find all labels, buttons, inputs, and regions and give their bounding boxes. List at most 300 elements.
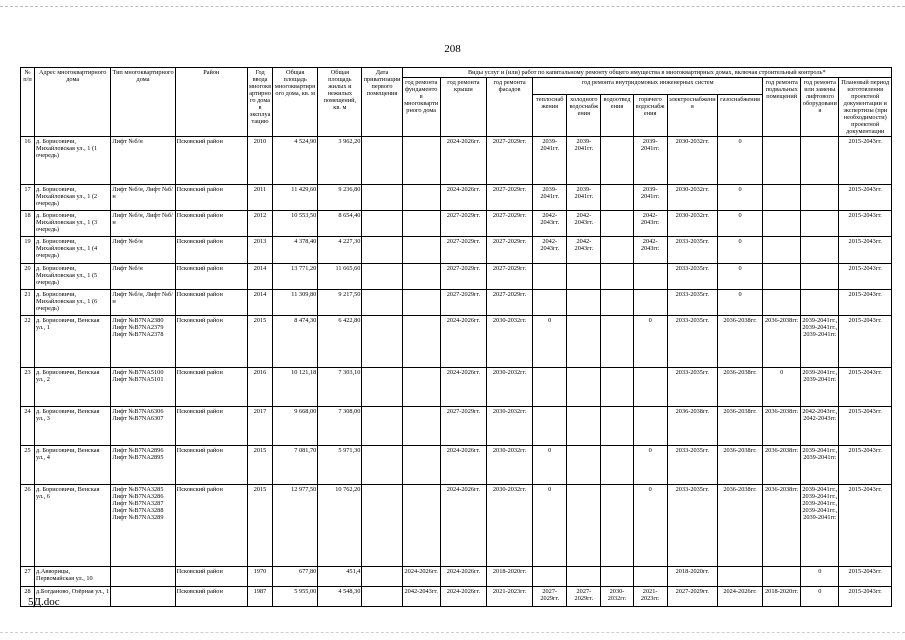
cell-roof: 2024-2026гг. — [440, 316, 486, 368]
table-row — [21, 237, 892, 264]
cell-no: 25 — [21, 446, 35, 485]
cell-fund — [402, 185, 440, 211]
cell-electro: 2033-2035гг. — [667, 446, 717, 485]
cell-heat — [533, 368, 567, 407]
cell-address: д. Борисовичи, Венская ул., 1 — [35, 316, 111, 368]
cell-roof: 2027-2029гг. — [440, 237, 486, 264]
cell-facade: 2030-2032гг. — [486, 368, 532, 407]
cell-type: Лифт №B7NA6306 Лифт №B7NA6307 — [111, 407, 175, 446]
cell-gas: 0 — [717, 264, 762, 290]
cell-no: 26 — [21, 485, 35, 567]
cell-basement: 2036-2038гг. — [763, 446, 801, 485]
header-type: Тип многоквартирного дома — [111, 68, 175, 137]
cell-fund — [402, 407, 440, 446]
cell-heat: 2039-2041гг. — [533, 137, 567, 185]
cell-basement: 2036-2038гг. — [763, 316, 801, 368]
cell-facade: 2030-2032гг. — [486, 407, 532, 446]
cell-privat — [362, 446, 402, 485]
cell-basement: 2036-2038гг. — [763, 485, 801, 567]
table-row — [21, 368, 892, 407]
cell-fund — [402, 264, 440, 290]
cell-address: д. Борисовичи, Михайловская ул., 1 (5 очередь) — [35, 264, 111, 290]
cell-fund — [402, 368, 440, 407]
cell-lift: 2039-2041гг., 2039-2041гг. — [801, 446, 839, 485]
cell-no: 19 — [21, 237, 35, 264]
cell-roof: 2024-2026гг. — [440, 185, 486, 211]
header-roof: год ремонта крыши — [440, 78, 486, 137]
header-area-res: Общая площадь жилых и нежилых помещений, кв. м — [318, 68, 362, 137]
cell-address: д. Борисовичи, Венская ул., 6 — [35, 485, 111, 567]
cell-lift: 2039-2041гг., 2039-2041гг. — [801, 368, 839, 407]
cell-district: Псковский район — [175, 264, 247, 290]
cell-district: Псковский район — [175, 316, 247, 368]
cell-plan: 2015-2043гг. — [839, 237, 892, 264]
cell-cold: 2042-2043гг. — [567, 211, 601, 237]
cell-roof: 2024-2026гг. — [440, 368, 486, 407]
cell-hot: 2021-2023гг. — [633, 587, 667, 607]
cell-hot — [633, 368, 667, 407]
cell-area-total: 10 121,18 — [273, 368, 318, 407]
cell-heat: 2042-2043гг. — [533, 237, 567, 264]
cell-address: д. Борисовичи, Михайловская ул., 1 (6 очередь) — [35, 290, 111, 316]
cell-lift: 2039-2041гг., 2039-2041гг., 2039-2041гг., 2039-2041гг., 2039-2041гг. — [801, 485, 839, 567]
cell-electro: 2033-2035гг. — [667, 264, 717, 290]
cell-type: Лифт №б/н, Лифт №б/н — [111, 185, 175, 211]
cell-area-res: 5 971,30 — [318, 446, 362, 485]
cell-fund — [402, 237, 440, 264]
cell-no: 28 — [21, 587, 35, 607]
cell-area-res: 4 548,30 — [318, 587, 362, 607]
cell-no: 23 — [21, 368, 35, 407]
header-address: Адрес многоквартирного дома — [35, 68, 111, 137]
cell-lift — [801, 211, 839, 237]
cell-area-total: 7 081,70 — [273, 446, 318, 485]
cell-privat — [362, 407, 402, 446]
table-row — [21, 446, 892, 485]
capital-repair-table — [20, 67, 892, 607]
cell-basement — [763, 567, 801, 587]
header-services: Виды услуг и (или) работ по капитальному ремонту общего имущества в многоквартирных домах, включая строительный контроль* — [402, 68, 891, 78]
cell-sewer — [601, 137, 633, 185]
cell-area-total: 4 378,40 — [273, 237, 318, 264]
cell-cold — [567, 446, 601, 485]
cell-sewer — [601, 264, 633, 290]
header-electro: электроснабжения — [667, 95, 717, 137]
cell-area-res: 8 654,40 — [318, 211, 362, 237]
cell-facade: 2027-2029гг. — [486, 264, 532, 290]
cell-heat — [533, 407, 567, 446]
cell-fund — [402, 211, 440, 237]
cell-year: 1987 — [247, 587, 272, 607]
cell-electro: 2030-2032гг. — [667, 211, 717, 237]
cell-hot — [633, 290, 667, 316]
table-row — [21, 264, 892, 290]
cell-area-res: 3 962,20 — [318, 137, 362, 185]
cell-cold: 2039-2041гг. — [567, 185, 601, 211]
cell-hot: 2042-2043гг. — [633, 237, 667, 264]
cell-gas: 2024-2026гг. — [717, 587, 762, 607]
header-year: Год ввода многоквартирного дома в эксплуатацию — [247, 68, 272, 137]
scan-bottom-border — [0, 632, 905, 633]
cell-address: д. Борисовичи, Венская ул., 4 — [35, 446, 111, 485]
cell-fund: 2042-2043гг. — [402, 587, 440, 607]
table-row — [21, 185, 892, 211]
cell-heat: 0 — [533, 485, 567, 567]
cell-district: Псковский район — [175, 587, 247, 607]
cell-district: Псковский район — [175, 567, 247, 587]
cell-electro: 2030-2032гг. — [667, 185, 717, 211]
cell-plan: 2015-2043гг. — [839, 137, 892, 185]
header-engineering: год ремонта внутридомовых инженерных систем — [533, 78, 763, 95]
cell-fund — [402, 446, 440, 485]
cell-area-res: 9 236,80 — [318, 185, 362, 211]
cell-basement — [763, 290, 801, 316]
header-facade: год ремонта фасадов — [486, 78, 532, 137]
cell-area-total: 11 309,80 — [273, 290, 318, 316]
cell-gas: 2036-2038гг. — [717, 407, 762, 446]
cell-roof: 2024-2026гг. — [440, 446, 486, 485]
cell-type: Лифт №б/н — [111, 137, 175, 185]
cell-facade: 2027-2029гг. — [486, 290, 532, 316]
cell-plan: 2015-2043гг. — [839, 316, 892, 368]
cell-plan: 2015-2043гг. — [839, 211, 892, 237]
cell-electro: 2033-2035гг. — [667, 290, 717, 316]
cell-hot: 2042-2043гг. — [633, 211, 667, 237]
cell-year: 2016 — [247, 368, 272, 407]
cell-fund — [402, 485, 440, 567]
cell-heat: 2042-2043гг. — [533, 211, 567, 237]
cell-sewer — [601, 407, 633, 446]
table-header — [21, 68, 892, 137]
cell-district: Псковский район — [175, 446, 247, 485]
cell-heat: 0 — [533, 446, 567, 485]
cell-heat — [533, 290, 567, 316]
cell-district: Псковский район — [175, 185, 247, 211]
cell-cold — [567, 264, 601, 290]
cell-privat — [362, 137, 402, 185]
cell-year: 2014 — [247, 290, 272, 316]
cell-lift — [801, 237, 839, 264]
cell-plan: 2015-2043гг. — [839, 485, 892, 567]
cell-facade: 2018-2020гг. — [486, 567, 532, 587]
cell-cold: 2027-2029гг. — [567, 587, 601, 607]
cell-lift — [801, 264, 839, 290]
cell-basement — [763, 211, 801, 237]
cell-district: Псковский район — [175, 211, 247, 237]
cell-hot: 2039-2041гг. — [633, 185, 667, 211]
header-heat: теплоснабжения — [533, 95, 567, 137]
header-basement: год ремонта подвальных помещений — [763, 78, 801, 137]
cell-privat — [362, 211, 402, 237]
header-privat: Дата приватизации первого помещения — [362, 68, 402, 137]
cell-gas: 0 — [717, 290, 762, 316]
cell-cold — [567, 316, 601, 368]
table-row — [21, 587, 892, 607]
cell-gas — [717, 567, 762, 587]
header-district: Район — [175, 68, 247, 137]
cell-district: Псковский район — [175, 290, 247, 316]
cell-sewer: 2030-2032гг. — [601, 587, 633, 607]
cell-sewer — [601, 446, 633, 485]
cell-lift: 0 — [801, 587, 839, 607]
table-row — [21, 211, 892, 237]
cell-area-total: 5 955,00 — [273, 587, 318, 607]
cell-electro: 2030-2032гг. — [667, 137, 717, 185]
cell-gas: 2036-2038гг. — [717, 368, 762, 407]
cell-area-res: 10 762,20 — [318, 485, 362, 567]
table-body — [21, 137, 892, 607]
cell-privat — [362, 316, 402, 368]
cell-area-total: 9 668,00 — [273, 407, 318, 446]
cell-type: Лифт №B7NA2380 Лифт №B7NA2379 Лифт №B7NA2378 — [111, 316, 175, 368]
cell-facade: 2030-2032гг. — [486, 485, 532, 567]
cell-electro: 2033-2035гг. — [667, 237, 717, 264]
header-hot: горячего водоснабжения — [633, 95, 667, 137]
cell-cold — [567, 485, 601, 567]
cell-cold — [567, 290, 601, 316]
cell-cold: 2039-2041гг. — [567, 137, 601, 185]
cell-privat — [362, 587, 402, 607]
cell-electro: 2027-2029гг. — [667, 587, 717, 607]
header-lift: год ремонта или замены лифтового оборудования — [801, 78, 839, 137]
header-no: № п/п — [21, 68, 35, 137]
cell-area-total: 8 474,30 — [273, 316, 318, 368]
cell-plan: 2015-2043гг. — [839, 368, 892, 407]
cell-district: Псковский район — [175, 368, 247, 407]
cell-plan: 2015-2043гг. — [839, 290, 892, 316]
cell-area-total: 677,80 — [273, 567, 318, 587]
cell-fund — [402, 316, 440, 368]
cell-type: Лифт №B7NA5100 Лифт №B7NA5101 — [111, 368, 175, 407]
cell-plan: 2015-2043гг. — [839, 264, 892, 290]
scan-top-border — [0, 6, 905, 7]
cell-address: д.Авворицы, Первомайская ул., 10 — [35, 567, 111, 587]
cell-roof: 2027-2029гг. — [440, 407, 486, 446]
cell-no: 20 — [21, 264, 35, 290]
cell-facade: 2027-2029гг. — [486, 137, 532, 185]
cell-district: Псковский район — [175, 237, 247, 264]
cell-roof: 2024-2026гг. — [440, 137, 486, 185]
cell-gas: 2036-2038гг. — [717, 316, 762, 368]
cell-hot: 0 — [633, 316, 667, 368]
cell-address: д. Борисовичи, Михайловская ул., 1 (1 очередь) — [35, 137, 111, 185]
cell-no: 18 — [21, 211, 35, 237]
cell-privat — [362, 264, 402, 290]
cell-address: д. Борисовичи, Михайловская ул., 1 (2 очередь) — [35, 185, 111, 211]
cell-year: 2013 — [247, 237, 272, 264]
header-sewer: водоотведения — [601, 95, 633, 137]
cell-electro: 2033-2035гг. — [667, 316, 717, 368]
cell-year: 1970 — [247, 567, 272, 587]
cell-area-res: 6 422,80 — [318, 316, 362, 368]
header-gas: газоснабжения — [717, 95, 762, 137]
cell-heat — [533, 567, 567, 587]
cell-facade: 2030-2032гг. — [486, 446, 532, 485]
cell-electro: 2033-2035гг. — [667, 485, 717, 567]
cell-basement — [763, 264, 801, 290]
cell-area-total: 12 977,50 — [273, 485, 318, 567]
cell-sewer — [601, 567, 633, 587]
cell-no: 21 — [21, 290, 35, 316]
cell-roof: 2024-2026гг. — [440, 567, 486, 587]
cell-type: Лифт №B7NA2896 Лифт №B7NA2895 — [111, 446, 175, 485]
cell-sewer — [601, 211, 633, 237]
cell-year: 2015 — [247, 316, 272, 368]
cell-cold — [567, 407, 601, 446]
cell-area-res: 451,4 — [318, 567, 362, 587]
cell-type — [111, 587, 175, 607]
cell-plan: 2015-2043гг. — [839, 407, 892, 446]
cell-sewer — [601, 290, 633, 316]
cell-gas: 0 — [717, 211, 762, 237]
cell-no: 24 — [21, 407, 35, 446]
cell-heat: 2027-2029гг. — [533, 587, 567, 607]
cell-privat — [362, 237, 402, 264]
cell-area-res: 11 665,60 — [318, 264, 362, 290]
cell-area-res: 9 217,50 — [318, 290, 362, 316]
cell-roof: 2027-2029гг. — [440, 211, 486, 237]
cell-area-total: 11 429,60 — [273, 185, 318, 211]
cell-hot — [633, 407, 667, 446]
cell-lift: 2039-2041гг., 2039-2041гг., 2039-2041гг. — [801, 316, 839, 368]
cell-address: д. Борисовичи, Михайловская ул., 1 (4 очередь) — [35, 237, 111, 264]
cell-district: Псковский район — [175, 407, 247, 446]
cell-year: 2017 — [247, 407, 272, 446]
cell-year: 2015 — [247, 485, 272, 567]
cell-area-res: 4 227,30 — [318, 237, 362, 264]
cell-privat — [362, 567, 402, 587]
cell-type: Лифт №б/н, Лифт №б/н — [111, 211, 175, 237]
cell-hot: 0 — [633, 485, 667, 567]
cell-hot — [633, 567, 667, 587]
cell-no: 27 — [21, 567, 35, 587]
header-fund: год ремонта фундаментов многоквартирного дома — [402, 78, 440, 137]
cell-facade: 2030-2032гг. — [486, 316, 532, 368]
cell-hot: 2039-2041гг. — [633, 137, 667, 185]
cell-plan: 2015-2043гг. — [839, 567, 892, 587]
cell-area-total: 4 524,90 — [273, 137, 318, 185]
cell-type: Лифт №б/н — [111, 264, 175, 290]
cell-year: 2010 — [247, 137, 272, 185]
cell-no: 22 — [21, 316, 35, 368]
cell-roof: 2027-2029гг. — [440, 264, 486, 290]
table-row — [21, 407, 892, 446]
cell-basement — [763, 137, 801, 185]
cell-gas: 0 — [717, 237, 762, 264]
table-row — [21, 137, 892, 185]
cell-year: 2014 — [247, 264, 272, 290]
cell-roof: 2024-2026гг. — [440, 485, 486, 567]
cell-cold: 2042-2043гг. — [567, 237, 601, 264]
cell-fund: 2024-2026гг. — [402, 567, 440, 587]
cell-lift — [801, 290, 839, 316]
cell-address: д. Борисовичи, Венская ул., 2 — [35, 368, 111, 407]
table-row — [21, 316, 892, 368]
cell-type: Лифт №B7NA3285 Лифт №B7NA3286 Лифт №B7NA3287 Лифт №B7NA3288 Лифт №B7NA3289 — [111, 485, 175, 567]
cell-electro: 2018-2020гг. — [667, 567, 717, 587]
cell-sewer — [601, 185, 633, 211]
cell-roof: 2027-2029гг. — [440, 290, 486, 316]
cell-heat: 0 — [533, 316, 567, 368]
cell-area-total: 13 771,20 — [273, 264, 318, 290]
cell-hot: 0 — [633, 446, 667, 485]
cell-fund — [402, 290, 440, 316]
cell-privat — [362, 368, 402, 407]
cell-type: Лифт №б/н, Лифт №б/н — [111, 290, 175, 316]
cell-no: 17 — [21, 185, 35, 211]
cell-plan: 2015-2043гг. — [839, 446, 892, 485]
table-row — [21, 567, 892, 587]
cell-facade: 2027-2029гг. — [486, 211, 532, 237]
cell-privat — [362, 185, 402, 211]
cell-district: Псковский район — [175, 137, 247, 185]
cell-privat — [362, 485, 402, 567]
cell-fund — [402, 137, 440, 185]
cell-type: Лифт №б/н — [111, 237, 175, 264]
cell-facade: 2027-2029гг. — [486, 237, 532, 264]
cell-basement: 2036-2038гг. — [763, 407, 801, 446]
cell-year: 2012 — [247, 211, 272, 237]
cell-lift — [801, 185, 839, 211]
cell-type — [111, 567, 175, 587]
cell-electro: 2036-2038гг. — [667, 407, 717, 446]
cell-lift — [801, 137, 839, 185]
cell-cold — [567, 368, 601, 407]
cell-basement — [763, 185, 801, 211]
page-number: 208 — [444, 43, 461, 55]
cell-address: д.Богданово, Озёрная ул., 1 — [35, 587, 111, 607]
cell-address: д. Борисовичи, Михайловская ул., 1 (3 очередь) — [35, 211, 111, 237]
cell-basement: 2018-2020гг. — [763, 587, 801, 607]
header-area-total: Общая площадь многоквартирного дома, кв. м — [273, 68, 318, 137]
header-plan: Плановый период изготовления проектной документации и экспертизы (при необходимости) проектной документации — [839, 78, 892, 137]
cell-area-res: 7 303,10 — [318, 368, 362, 407]
cell-area-res: 7 308,00 — [318, 407, 362, 446]
table-row — [21, 290, 892, 316]
table-row — [21, 485, 892, 567]
cell-year: 2011 — [247, 185, 272, 211]
cell-gas: 0 — [717, 137, 762, 185]
cell-area-total: 10 553,50 — [273, 211, 318, 237]
cell-roof: 2024-2026гг. — [440, 587, 486, 607]
cell-sewer — [601, 237, 633, 264]
cell-gas: 0 — [717, 185, 762, 211]
cell-electro: 2033-2035гг. — [667, 368, 717, 407]
cell-sewer — [601, 316, 633, 368]
cell-gas: 2036-2038гг. — [717, 446, 762, 485]
cell-basement: 0 — [763, 368, 801, 407]
cell-facade: 2021-2023гг. — [486, 587, 532, 607]
cell-heat: 2039-2041гг. — [533, 185, 567, 211]
cell-plan: 2015-2043гг. — [839, 185, 892, 211]
cell-lift: 0 — [801, 567, 839, 587]
cell-basement — [763, 237, 801, 264]
cell-district: Псковский район — [175, 485, 247, 567]
cell-lift: 2042-2043гг., 2042-2043гг. — [801, 407, 839, 446]
cell-cold — [567, 567, 601, 587]
cell-no: 16 — [21, 137, 35, 185]
cell-sewer — [601, 368, 633, 407]
cell-address: д. Борисовичи, Венская ул., 3 — [35, 407, 111, 446]
cell-year: 2015 — [247, 446, 272, 485]
cell-privat — [362, 290, 402, 316]
cell-heat — [533, 264, 567, 290]
cell-facade: 2027-2029гг. — [486, 185, 532, 211]
file-name: 5Д.doc — [28, 596, 60, 608]
header-cold: холодного водоснабжения — [567, 95, 601, 137]
cell-plan: 2015-2043гг. — [839, 587, 892, 607]
cell-sewer — [601, 485, 633, 567]
